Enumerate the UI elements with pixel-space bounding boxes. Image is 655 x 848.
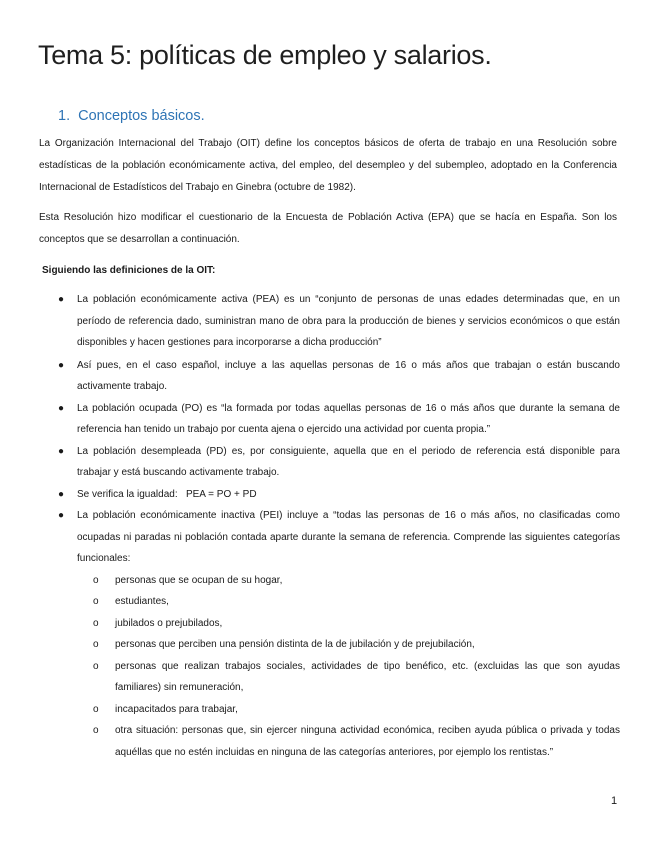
section-heading: [58, 108, 205, 124]
list-item: [0, 355, 620, 398]
list-item: [0, 441, 620, 484]
list-item-text: Se verifica la igualdad: PEA = PO + PD: [77, 488, 257, 500]
circle-bullet-icon: o: [93, 617, 99, 629]
bullet-icon: ●: [58, 402, 65, 414]
sub-list-item-text: personas que realizan trabajos sociales, actividades de tipo benéfico, etc. (excluidas las que son ayudas familiares) sin remuneración,: [115, 660, 620, 693]
circle-bullet-icon: o: [93, 639, 99, 650]
section-label: Conceptos básicos.: [78, 108, 205, 124]
paragraph-epa: Esta Resolución hizo modificar el cuestionario de la Encuesta de Población Activa (EPA) que se hacía en España. Son los conceptos que se desarrollan a continuación.: [39, 212, 617, 245]
bullet-icon: ●: [58, 488, 65, 500]
sub-list-item-text: personas que perciben una pensión distinta de la de jubilación y de prejubilación,: [115, 639, 475, 650]
list-item-text: La población económicamente activa (PEA) es un “conjunto de personas de unas edades determinadas que, en un período de referencia dado, suministran mano de obra para la producción de bienes y servicios económicos o que están disponibles y hacen gestiones para incorporarse a dicha producción”: [77, 294, 620, 348]
sub-list-item: [77, 720, 620, 763]
circle-bullet-icon: o: [93, 725, 99, 736]
sub-list-item-text: otra situación: personas que, sin ejercer ninguna actividad económica, reciben ayuda pública o privada y todas aquéllas que no estén incluidas en ninguna de las categorías anteriores, por ejemplo los rentistas.”: [115, 725, 620, 758]
inactive-categories-list: [77, 570, 620, 764]
bullet-icon: ●: [58, 294, 65, 305]
sub-list-item: [77, 591, 620, 613]
sub-list-item-text: personas que se ocupan de su hogar,: [115, 574, 283, 586]
list-item: [0, 289, 620, 354]
circle-bullet-icon: o: [93, 660, 99, 672]
sub-list-item: [77, 570, 620, 592]
document-title: Tema 5: políticas de empleo y salarios.: [38, 40, 492, 70]
sub-list-item-text: estudiantes,: [115, 596, 169, 607]
bullet-icon: ●: [58, 445, 65, 457]
bullet-icon: ●: [58, 359, 65, 371]
definitions-list: [0, 289, 620, 763]
list-item: [0, 505, 620, 763]
sub-list-item: [77, 656, 620, 699]
circle-bullet-icon: o: [93, 596, 99, 607]
list-item-text: La población desempleada (PD) es, por consiguiente, aquella que en el periodo de referencia está disponible para trabajar y está buscando activamente trabajo.: [77, 445, 620, 478]
list-item-text: La población económicamente inactiva (PEI) incluye a “todas las personas de 16 o más años, no clasificadas como ocupadas ni paradas ni población contada aparte durante la semana de referencia. Comprende las siguientes categorías funcionales:: [77, 510, 620, 564]
definitions-subheading: Siguiendo las definiciones de la OIT:: [42, 265, 216, 276]
section-number: 1.: [58, 108, 71, 124]
bullet-icon: ●: [58, 510, 65, 521]
list-item-text: Así pues, en el caso español, incluye a las aquellas personas de 16 o más años que trabajan o están buscando activamente trabajo.: [77, 359, 620, 392]
list-item: [0, 484, 620, 506]
list-item: [0, 398, 620, 441]
paragraph-oit-intro: La Organización Internacional del Trabajo (OIT) define los conceptos básicos de oferta de trabajo en una Resolución sobre estadísticas de la población económicamente activa, del empleo, del desempleo y del subempleo, adoptado en la Conferencia Internacional de Estadísticos del Trabajo en Ginebra (octubre de 1982).: [39, 138, 617, 193]
sub-list-item-text: incapacitados para trabajar,: [115, 703, 238, 715]
sub-list-item: [77, 634, 620, 656]
circle-bullet-icon: o: [93, 574, 99, 586]
list-item-text: La población ocupada (PO) es “la formada por todas aquellas personas de 16 o más años que durante la semana de referencia han tenido un trabajo por cuenta ajena o ejercido una actividad por cuenta propia.”: [77, 402, 620, 435]
sub-list-item: [77, 699, 620, 721]
sub-list-item: [77, 613, 620, 635]
circle-bullet-icon: o: [93, 703, 99, 715]
page-number: 1: [611, 795, 618, 807]
sub-list-item-text: jubilados o prejubilados,: [115, 617, 223, 629]
